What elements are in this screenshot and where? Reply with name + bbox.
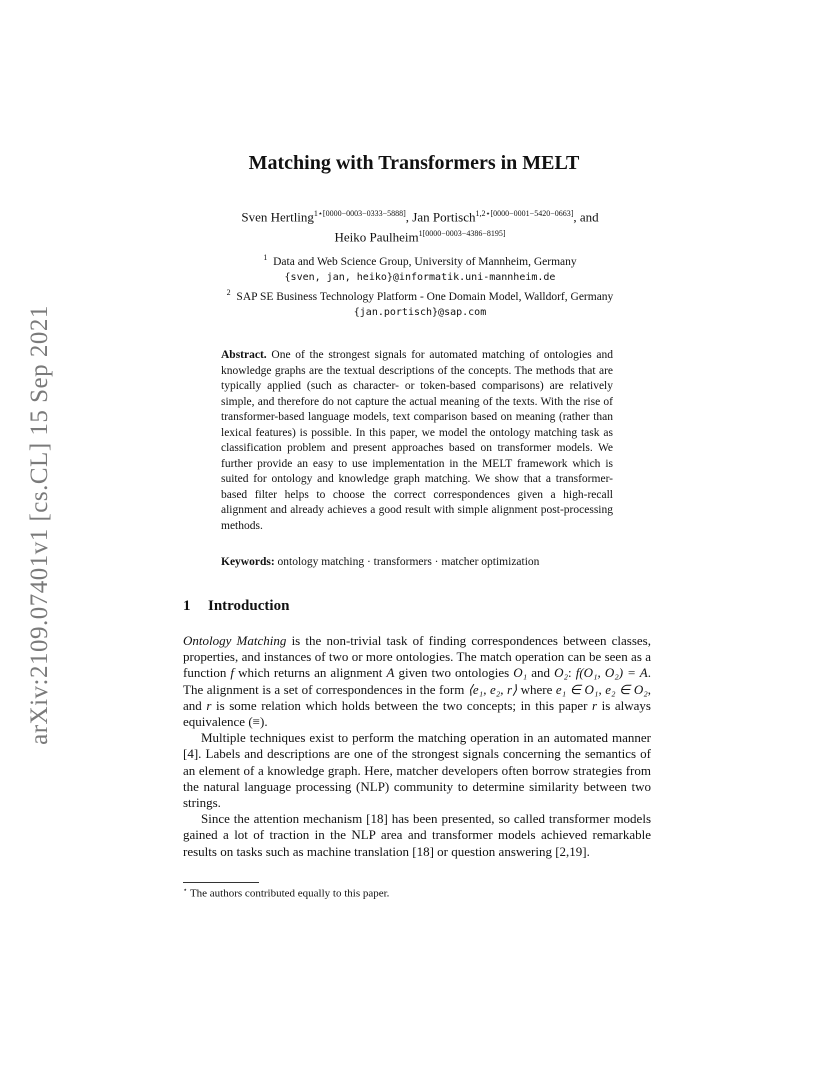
math-var: r xyxy=(206,697,212,713)
affiliation-email: {jan.portisch}@sap.com xyxy=(353,306,487,318)
arxiv-sidebar-stamp xyxy=(20,285,60,765)
author-name: Sven Hertling xyxy=(241,209,314,225)
abstract-label: Abstract. xyxy=(221,349,267,361)
text-run: , and xyxy=(183,681,651,713)
paragraph: Since the attention mechanism [18] has been presented, so called transformer models gained a lot of traction in the NLP area and transformer models achieved remarkable results on tasks such as machine translation [18] or question answering [2,19]. xyxy=(183,811,651,859)
text-run: , xyxy=(598,681,606,697)
paragraph: Multiple techniques exist to perform the matching operation in an automated manner [4]. Labels and descriptions are one of the strongest signals concerning the semantics of an element of a knowledge graph. Here, matcher developers often borrow strategies from the natural language processing (NLP) community to determine similarity between two strings. xyxy=(183,730,651,811)
footnote-rule xyxy=(183,882,259,883)
section-heading xyxy=(183,598,289,615)
author-name: Jan Portisch xyxy=(412,209,476,225)
math-expression: e₂ ∈ O₂ xyxy=(605,681,648,697)
text-run: is the non-trivial task of finding correspondences between classes, properties, and instances of two or more ontologies. The match operation can be seen as a function xyxy=(183,633,651,681)
footnote xyxy=(183,886,389,900)
text-run: : xyxy=(568,665,576,681)
author-separator: , and xyxy=(573,209,599,225)
author-list xyxy=(150,205,690,246)
affiliation-number: 1 xyxy=(263,253,268,262)
keywords-text: ontology matching · transformers · matcher optimization xyxy=(277,556,540,568)
math-var: f xyxy=(230,665,235,681)
paragraph xyxy=(183,633,651,730)
author-orcid: 1,2⋆[0000−0001−5420−0663] xyxy=(475,209,574,218)
text-run: given two ontologies xyxy=(394,665,514,681)
text-run: where xyxy=(517,681,556,697)
section-number: 1 xyxy=(183,598,191,614)
text-run: . The alignment is a set of correspondences in the form xyxy=(183,665,651,697)
affiliation-text: Data and Web Science Group, University of Mannheim, Germany xyxy=(273,255,577,268)
math-var: O₁ xyxy=(513,665,528,681)
abstract xyxy=(221,348,613,534)
term-emphasis: Ontology Matching xyxy=(183,633,287,648)
text-run: is always equivalence (≡). xyxy=(183,697,651,730)
affiliation-text: SAP SE Business Technology Platform - One Domain Model, Walldorf, Germany xyxy=(236,290,614,303)
affiliations xyxy=(150,250,690,320)
affiliation-2 xyxy=(150,285,690,305)
text-run: is some relation which holds between the two concepts; in this paper xyxy=(211,697,593,713)
keywords-label: Keywords: xyxy=(221,556,275,568)
math-var: A xyxy=(386,665,395,681)
author-name: Heiko Paulheim xyxy=(334,229,419,245)
text-run: and xyxy=(527,665,555,681)
paper-title: Matching with Transformers in MELT xyxy=(248,152,580,174)
body-text xyxy=(183,633,651,860)
math-expression: e₁ ∈ O₁ xyxy=(555,681,599,697)
footnote-mark: ⋆ xyxy=(183,886,188,894)
abstract-text: One of the strongest signals for automated matching of ontologies and knowledge graphs are the textual descriptions of the concepts. The methods that are typically applied (such as character- or token-based comparisons) are relatively simple, and therefore do not capture the actual meaning of the texts. With the rise of transformer-based language models, text comparison based on meaning (rather than lexical features) is possible. In this paper, we model the ontology matching task as classification problem and present approaches based on transformer models. We further provide an easy to use implementation in the MELT framework which is suited for ontology and knowledge graph matching. We show that a transformer-based filter helps to choose the correct correspondences given a high-recall alignment and already achieves a good result with simple alignment post-processing methods. xyxy=(221,349,613,532)
author-orcid: 1[0000−0003−4386−8195] xyxy=(418,229,506,239)
text-run: which returns an alignment xyxy=(234,665,387,681)
section-title: Introduction xyxy=(208,598,290,614)
affiliation-email: {sven, jan, heiko}@informatik.uni-mannheim.de xyxy=(284,271,556,283)
math-expression: f(O₁, O₂) = A xyxy=(575,665,648,681)
author-separator: , xyxy=(405,209,413,225)
author-orcid: 1⋆[0000−0003−0333−5888] xyxy=(313,209,406,218)
arxiv-id-text: arXiv:2109.07401v1 [cs.CL] 15 Sep 2021 xyxy=(26,305,53,745)
math-expression: ⟨e₁, e₂, r⟩ xyxy=(467,681,518,697)
footnote-text: The authors contributed equally to this paper. xyxy=(189,887,390,900)
math-var: O₂ xyxy=(554,665,569,681)
math-var: r xyxy=(592,697,598,713)
affiliation-number: 2 xyxy=(226,287,231,297)
affiliation-1 xyxy=(150,250,690,270)
keywords xyxy=(221,556,621,568)
